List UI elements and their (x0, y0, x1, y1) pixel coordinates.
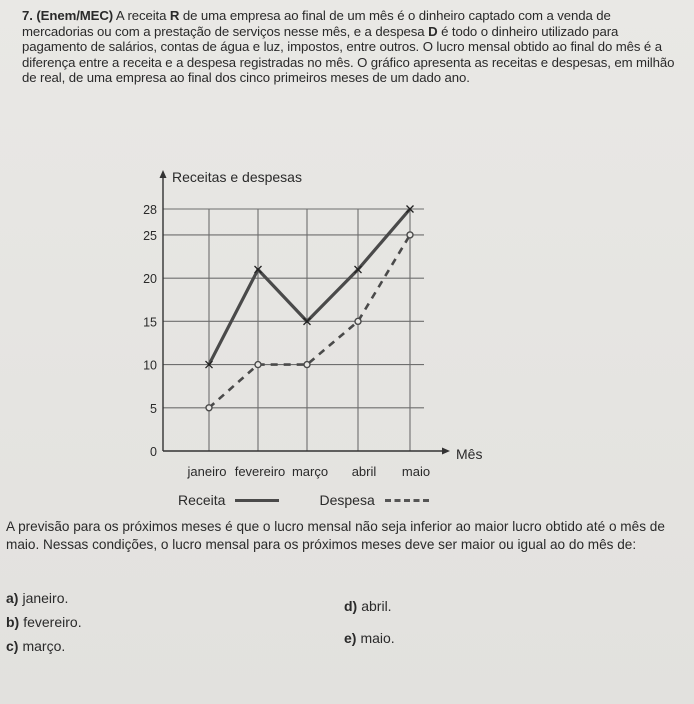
option-c-letter: c) (6, 638, 19, 654)
question-source: (Enem/MEC) (36, 8, 114, 23)
y-tick-label-25: 25 (143, 228, 157, 243)
y-tick-label-28: 28 (143, 203, 157, 217)
option-e-letter: e) (344, 630, 357, 646)
legend-despesa-swatch (385, 499, 429, 502)
y-tick-label-5: 5 (150, 401, 157, 416)
x-axis-arrow (442, 448, 450, 455)
legend-despesa-label: Despesa (319, 492, 375, 508)
option-a[interactable] (6, 590, 68, 606)
option-b[interactable] (6, 614, 82, 630)
point-despesa-abril (355, 318, 361, 324)
x-tick-label-março: março (291, 464, 329, 479)
variable-d: D (428, 23, 438, 39)
legend-receita-label: Receita (178, 492, 226, 508)
option-a-text: janeiro. (22, 590, 69, 606)
option-b-text: fevereiro. (23, 614, 82, 630)
y-axis-arrow (160, 170, 167, 178)
line-chart (0, 160, 694, 490)
x-tick-label-abril: abril (351, 464, 377, 479)
point-despesa-maio (407, 232, 413, 238)
y-tick-label-20: 20 (143, 272, 157, 287)
legend-receita-swatch (235, 499, 279, 502)
x-tick-label-fevereiro: fevereiro (234, 464, 286, 479)
option-c[interactable] (6, 638, 65, 654)
chart-legend (178, 492, 429, 508)
option-e-text: maio. (360, 630, 395, 646)
x-tick-label-janeiro: janeiro (187, 464, 227, 479)
y-tick-label-10: 10 (143, 358, 157, 373)
x-tick-label-maio: maio (401, 464, 431, 479)
point-despesa-março (304, 362, 310, 368)
question-intro-c: é todo o dinheiro utilizado para pagamento de salários, contas de água e luz, impostos, entre outros. O lucro mensal obtido ao final do mês é a diferença entre a receita e a despesa registradas no mês. O gráfico apresenta as receitas e despesas, em milhão de real, de uma empresa ao final dos cinco primeiros meses de um dado ano. (22, 23, 675, 86)
chart-title: Receitas e despesas (172, 169, 302, 185)
question-intro-a: A receita (115, 8, 170, 23)
option-b-letter: b) (6, 614, 20, 630)
variable-r: R (169, 8, 180, 23)
option-a-letter: a) (6, 590, 19, 606)
option-d-letter: d) (344, 598, 358, 614)
option-e[interactable] (344, 630, 395, 646)
point-despesa-fevereiro (255, 362, 261, 368)
question-intro-b: de uma empresa ao final de um mês é o dinheiro captado com a venda de mercadorias ou com a prestação de serviços nesse mês, e a despesa (22, 8, 611, 39)
y-tick-label-15: 15 (143, 315, 157, 330)
question-number: 7. (22, 8, 33, 23)
option-d[interactable] (344, 598, 392, 614)
point-despesa-janeiro (206, 405, 212, 411)
y-tick-label-0: 0 (150, 445, 157, 459)
question-prompt: A previsão para os próximos meses é que o lucro mensal não seja inferior ao maior lucro obtido até o mês de maio. Nessas condições, o lucro mensal para os próximos meses deve ser maior ou igual ao do mês de: (6, 519, 665, 552)
option-d-text: abril. (361, 598, 392, 614)
question-text (22, 8, 682, 86)
option-c-text: março. (22, 638, 66, 654)
x-axis-label: Mês (456, 446, 483, 462)
